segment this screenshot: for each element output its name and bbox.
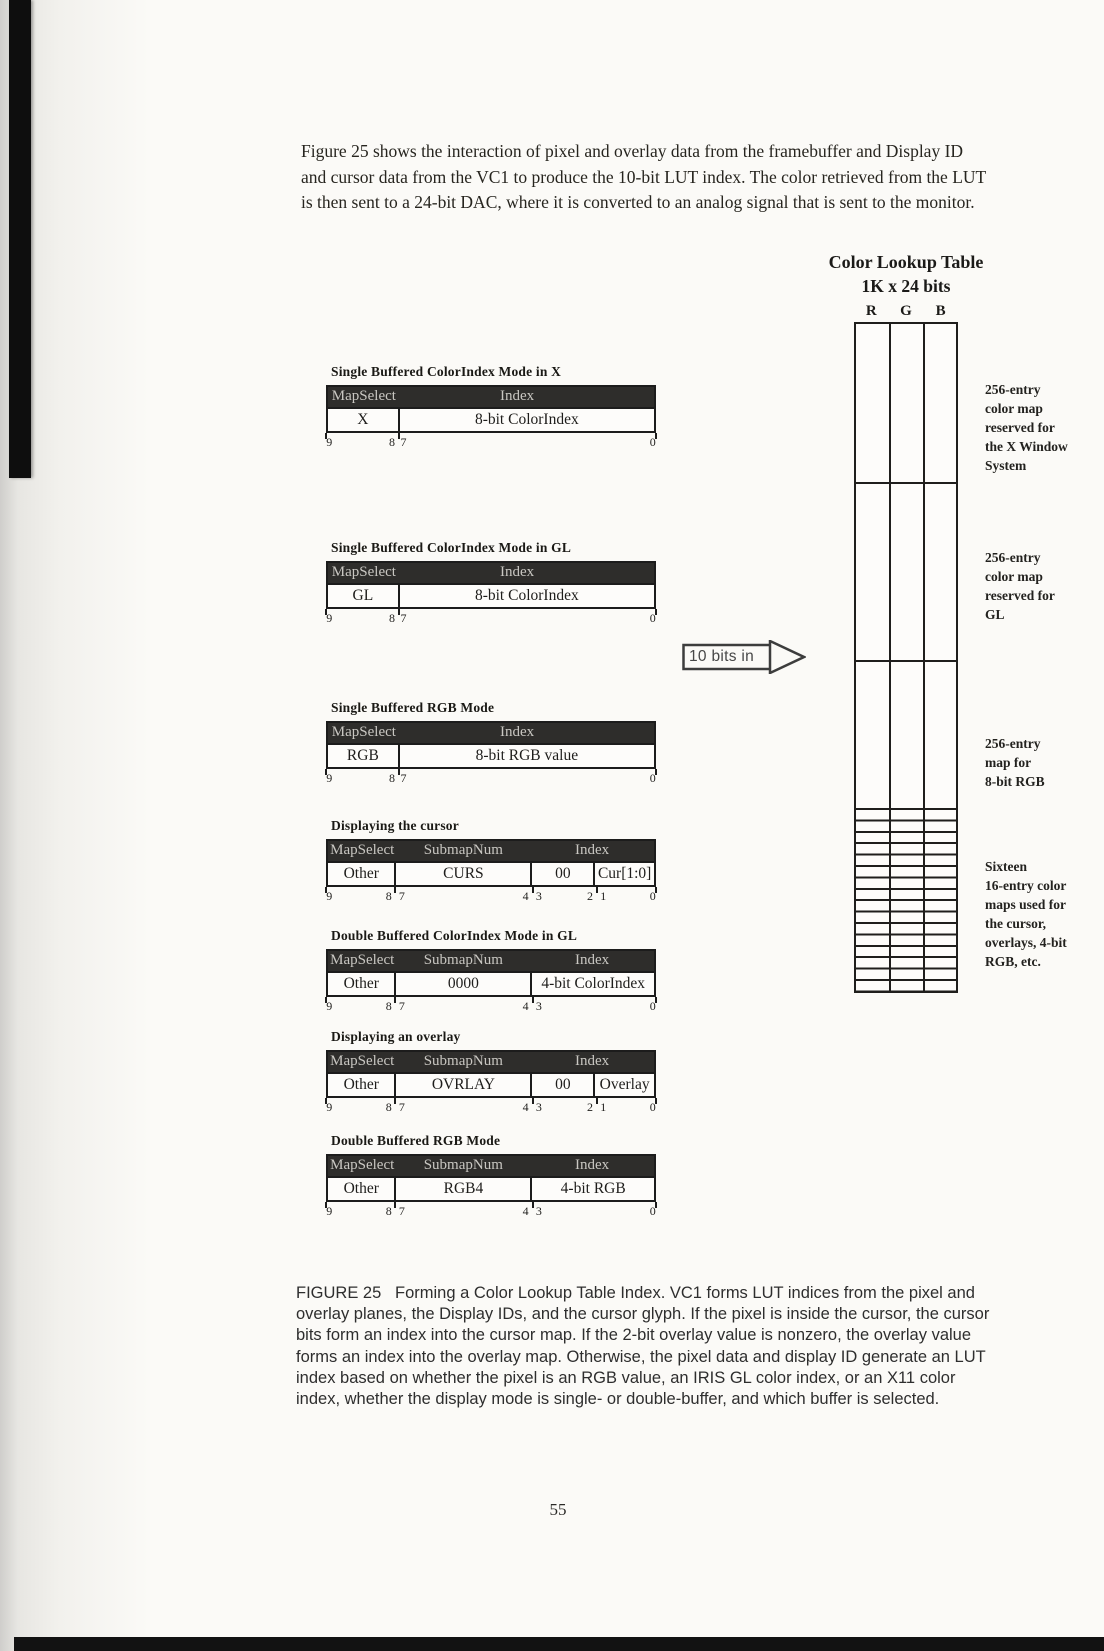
register-field: Cur[1:0] (597, 865, 652, 882)
scan-artifact-black-bar (9, 0, 31, 478)
lut-section-8bit-rgb (856, 662, 956, 810)
register-header-label: MapSelect (330, 1053, 395, 1070)
annotation-line: System (985, 458, 1027, 473)
register-header-label: Index (500, 724, 535, 741)
register-diagram-overlay (326, 1029, 656, 1114)
annotation-line: 16-entry color (985, 878, 1067, 893)
lut-annotation-16-entry-maps (985, 857, 1067, 971)
register-cells (326, 971, 656, 997)
bit-label: 1 (600, 1100, 607, 1114)
register-cells (326, 861, 656, 887)
annotation-line: 8-bit RGB (985, 774, 1045, 789)
register-header-label: SubmapNum (423, 1157, 503, 1174)
arrow-label: 10 bits in (689, 648, 755, 665)
register-cells (326, 407, 656, 433)
register-field: GL (328, 585, 400, 607)
bit-label: 3 (535, 1100, 542, 1114)
bit-tick (532, 887, 534, 893)
bit-label: 9 (326, 1204, 333, 1218)
bit-label: 3 (535, 999, 542, 1013)
register-bits (326, 1098, 656, 1114)
lut-col-header: B (935, 303, 946, 319)
register-header-label: Index (500, 564, 535, 581)
lut-column-divider (923, 324, 925, 991)
bit-label: 8 (385, 889, 392, 903)
bit-label: 0 (649, 1204, 656, 1218)
register-diagram-sb-rgb (326, 700, 656, 785)
register-cells (326, 1072, 656, 1098)
caption-line: forms an index into the overlay map. Otherwise, the pixel data and display ID generate an LUT (296, 1347, 986, 1366)
lut-title: Color Lookup Table (828, 252, 984, 272)
lut-section-16-entry-maps (856, 810, 956, 991)
annotation-line: maps used for (985, 897, 1067, 912)
register-header-label: MapSelect (330, 842, 395, 859)
bit-label: 8 (385, 999, 392, 1013)
register-field: 8-bit ColorIndex (474, 411, 579, 428)
bit-label: 3 (535, 889, 542, 903)
register-header (326, 1050, 656, 1072)
bit-label: 9 (326, 771, 333, 785)
caption-line: overlay planes, the Display IDs, and the cursor glyph. If the pixel is inside the cursor, the cursor (296, 1305, 990, 1324)
scan-artifact-bottom-bar (14, 1637, 1104, 1651)
register-bits (326, 769, 656, 785)
register-field: 0000 (396, 973, 532, 995)
register-title: Displaying an overlay (331, 1029, 461, 1044)
bit-label: 7 (400, 771, 407, 785)
lut-section-x-window (856, 324, 956, 484)
annotation-line: color map (985, 569, 1043, 584)
register-header-label: Index (574, 952, 610, 969)
annotation-line: reserved for (985, 588, 1055, 603)
bit-label: 8 (389, 435, 395, 449)
annotation-line: RGB, etc. (985, 954, 1041, 969)
register-header-label: Index (574, 842, 610, 859)
register-field: Other (328, 863, 396, 885)
intro-line: Figure 25 shows the interaction of pixel and overlay data from the framebuffer and Display ID (301, 141, 964, 161)
bit-label: 7 (398, 889, 405, 903)
register-cells (326, 743, 656, 769)
bit-label: 0 (649, 435, 656, 449)
register-bits (326, 609, 656, 625)
register-title: Single Buffered ColorIndex Mode in GL (331, 540, 572, 555)
lut-col-header: G (900, 303, 912, 319)
register-field: Overlay (599, 1076, 650, 1093)
caption-line: index based on whether the pixel is an RGB value, an IRIS GL color index, or an X11 color (296, 1368, 956, 1387)
bit-tick (394, 1202, 396, 1208)
register-header-label: SubmapNum (423, 842, 503, 859)
bit-tick (398, 609, 400, 615)
register-header-label: Index (574, 1053, 610, 1070)
bit-label: 7 (398, 999, 405, 1013)
bit-tick (532, 1202, 534, 1208)
register-field: X (328, 409, 400, 431)
register-bits (326, 433, 656, 449)
lut-annotation-8bit-rgb (985, 734, 1045, 791)
register-title: Double Buffered RGB Mode (331, 1133, 501, 1148)
annotation-line: the X Window (985, 439, 1068, 454)
bit-label: 0 (649, 889, 656, 903)
register-bits (326, 997, 656, 1013)
register-bits (326, 887, 656, 903)
annotation-line: 256-entry (985, 382, 1041, 397)
register-diagram-db-colorindex-gl (326, 928, 656, 1013)
register-header (326, 839, 656, 861)
lut-col-header: R (865, 303, 877, 319)
bit-label: 0 (649, 999, 656, 1013)
bit-tick (394, 1098, 396, 1104)
bit-label: 2 (587, 1100, 593, 1114)
lut-annotation-gl (985, 548, 1055, 624)
caption-line: bits form an index into the cursor map. If the 2-bit overlay value is nonzero, the overlay value (296, 1326, 972, 1345)
page-number: 55 (549, 1500, 567, 1519)
register-header-label: Index (574, 1157, 610, 1174)
bit-label: 7 (400, 435, 407, 449)
register-diagram-sb-colorindex-x (326, 364, 656, 449)
bit-label: 9 (326, 435, 333, 449)
lut-column-divider (889, 324, 891, 991)
register-bits (326, 1202, 656, 1218)
register-header (326, 949, 656, 971)
bit-label: 7 (398, 1100, 405, 1114)
color-lookup-table (806, 252, 1006, 993)
lut-section-gl (856, 484, 956, 662)
bit-label: 4 (522, 1204, 529, 1218)
register-header-label: SubmapNum (423, 952, 503, 969)
annotation-line: map for (985, 755, 1032, 770)
annotation-line: color map (985, 401, 1043, 416)
lut-table (854, 322, 958, 993)
register-field: Other (328, 973, 396, 995)
register-field: 4-bit ColorIndex (541, 975, 646, 992)
register-header-label: MapSelect (330, 952, 395, 969)
register-field: RGB4 (396, 1178, 532, 1200)
register-header-label: SubmapNum (423, 1053, 503, 1070)
ten-bits-in-arrow (682, 640, 806, 674)
bit-label: 9 (326, 999, 333, 1013)
register-field: 4-bit RGB (560, 1180, 626, 1197)
bit-label: 0 (649, 1100, 656, 1114)
register-header-label: MapSelect (331, 564, 396, 581)
register-field: Other (328, 1178, 396, 1200)
annotation-line: 256-entry (985, 550, 1041, 565)
register-diagram-sb-colorindex-gl (326, 540, 656, 625)
lut-column-headers (854, 303, 958, 320)
caption-line: FIGURE 25 Forming a Color Lookup Table Index. VC1 forms LUT indices from the pixel and (296, 1284, 975, 1302)
bit-label: 2 (587, 889, 593, 903)
bit-label: 9 (326, 611, 333, 625)
register-field: 00 (532, 1074, 595, 1096)
annotation-line: GL (985, 607, 1005, 622)
register-header (326, 561, 656, 583)
bit-tick (394, 887, 396, 893)
register-header-label: MapSelect (331, 724, 396, 741)
bit-tick (596, 1098, 598, 1104)
register-diagram-db-rgb (326, 1133, 656, 1218)
bit-label: 4 (522, 889, 529, 903)
lut-subtitle: 1K x 24 bits (861, 276, 951, 296)
annotation-line: 256-entry (985, 736, 1041, 751)
register-cells (326, 1176, 656, 1202)
bit-tick (532, 1098, 534, 1104)
bit-tick (596, 887, 598, 893)
lut-annotation-x-window (985, 380, 1068, 475)
intro-line: is then sent to a 24-bit DAC, where it is converted to an analog signal that is sent to the monitor. (301, 192, 975, 213)
annotation-line: reserved for (985, 420, 1055, 435)
register-cells (326, 583, 656, 609)
bit-tick (398, 769, 400, 775)
bit-label: 4 (522, 999, 529, 1013)
register-field: RGB (328, 745, 400, 767)
bit-label: 8 (389, 611, 395, 625)
figure-caption (296, 1283, 989, 1410)
register-title: Single Buffered ColorIndex Mode in X (331, 364, 562, 379)
annotation-line: Sixteen (985, 859, 1027, 874)
register-field: 00 (532, 863, 595, 885)
intro-paragraph (301, 139, 986, 216)
register-field: CURS (396, 863, 532, 885)
bit-label: 7 (398, 1204, 405, 1218)
register-field: Other (328, 1074, 396, 1096)
register-header (326, 1154, 656, 1176)
bit-tick (394, 997, 396, 1003)
bit-label: 3 (535, 1204, 542, 1218)
bit-label: 8 (385, 1100, 392, 1114)
bit-label: 1 (600, 889, 607, 903)
bit-label: 0 (649, 611, 656, 625)
register-field: 8-bit RGB value (475, 747, 579, 764)
register-header-label: Index (500, 388, 535, 405)
register-field: 8-bit ColorIndex (474, 587, 579, 604)
bit-tick (398, 433, 400, 439)
caption-line: index, whether the display mode is single- or double-buffer, and which buffer is selected. (296, 1390, 940, 1409)
register-title: Double Buffered ColorIndex Mode in GL (331, 928, 578, 943)
bit-label: 4 (522, 1100, 529, 1114)
register-header (326, 385, 656, 407)
register-header (326, 721, 656, 743)
annotation-line: overlays, 4-bit (985, 935, 1067, 950)
bit-tick (532, 997, 534, 1003)
bit-label: 7 (400, 611, 407, 625)
register-title: Single Buffered RGB Mode (331, 700, 495, 715)
register-header-label: MapSelect (330, 1157, 395, 1174)
register-field: OVRLAY (396, 1074, 532, 1096)
annotation-line: the cursor, (985, 916, 1046, 931)
bit-label: 0 (649, 771, 656, 785)
register-title: Displaying the cursor (331, 818, 459, 833)
bit-label: 8 (389, 771, 395, 785)
bit-label: 8 (385, 1204, 392, 1218)
intro-line: and cursor data from the VC1 to produce the 10-bit LUT index. The color retrieved from the LUT (301, 166, 987, 187)
register-header-label: MapSelect (331, 388, 396, 405)
register-diagram-cursor (326, 818, 656, 903)
bit-label: 9 (326, 889, 333, 903)
bit-label: 9 (326, 1100, 333, 1114)
